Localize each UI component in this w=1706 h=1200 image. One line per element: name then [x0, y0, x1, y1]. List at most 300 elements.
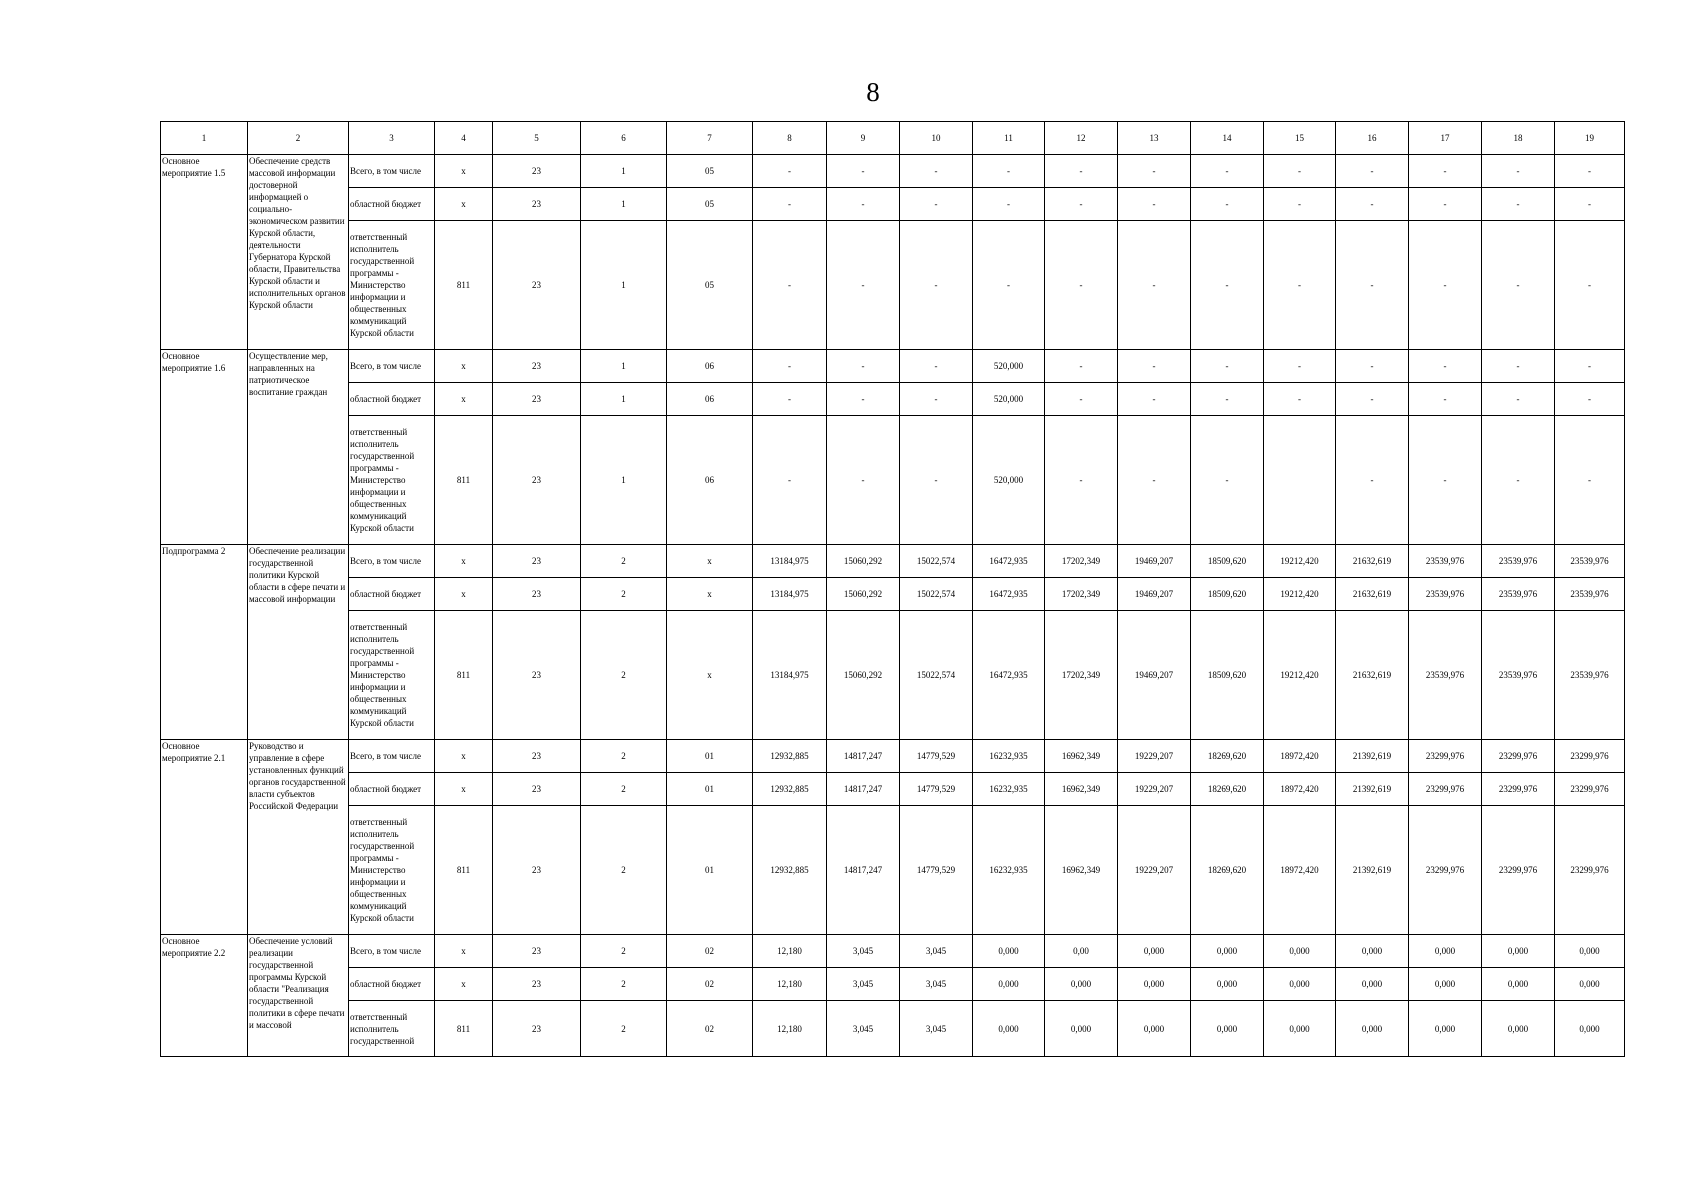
value-cell: 0,000	[1336, 935, 1409, 968]
column-number: 11	[973, 122, 1045, 155]
column-number: 10	[900, 122, 973, 155]
value-cell: 0,000	[1264, 935, 1336, 968]
funding-source: Всего, в том числе	[349, 350, 435, 383]
column-number: 16	[1336, 122, 1409, 155]
value-cell: 13184,975	[753, 578, 827, 611]
value-cell: 0,000	[1482, 1001, 1555, 1057]
column-number: 8	[753, 122, 827, 155]
value-cell: 13184,975	[753, 611, 827, 740]
value-cell: 0,000	[973, 1001, 1045, 1057]
table-row	[161, 806, 1625, 935]
column-number-row	[161, 122, 1625, 155]
value-cell: -	[1409, 221, 1482, 350]
value-cell: 21392,619	[1336, 740, 1409, 773]
value-cell: 18509,620	[1191, 611, 1264, 740]
value-cell: 1	[581, 416, 667, 545]
value-cell: 01	[667, 806, 753, 935]
value-cell: -	[1336, 416, 1409, 545]
value-cell: 06	[667, 383, 753, 416]
value-cell: 0,000	[1264, 1001, 1336, 1057]
value-cell: 19229,207	[1118, 740, 1191, 773]
value-cell: 0,000	[1045, 1001, 1118, 1057]
value-cell: -	[1045, 350, 1118, 383]
value-cell: -	[753, 188, 827, 221]
value-cell: 18509,620	[1191, 578, 1264, 611]
value-cell: 21392,619	[1336, 806, 1409, 935]
value-cell: 811	[435, 611, 493, 740]
value-cell: 23539,976	[1482, 578, 1555, 611]
value-cell: 0,000	[1555, 968, 1625, 1001]
value-cell: 16472,935	[973, 611, 1045, 740]
value-cell: -	[1482, 350, 1555, 383]
column-number: 6	[581, 122, 667, 155]
value-cell: 2	[581, 1001, 667, 1057]
value-cell: -	[900, 188, 973, 221]
value-cell: -	[1118, 350, 1191, 383]
value-cell: 23	[493, 773, 581, 806]
value-cell: -	[1191, 155, 1264, 188]
funding-source: ответственный исполнитель государственной	[349, 1001, 435, 1057]
activity-description: Обеспечение реализации государственной политики Курской области в сфере печати и массовой информации	[248, 545, 349, 740]
value-cell: 18972,420	[1264, 740, 1336, 773]
table-row	[161, 188, 1625, 221]
activity-name: Основное мероприятие 1.5	[161, 155, 248, 350]
value-cell: x	[435, 545, 493, 578]
value-cell: 23299,976	[1409, 773, 1482, 806]
value-cell: 23299,976	[1482, 773, 1555, 806]
table-body	[161, 155, 1625, 1057]
value-cell: 0,000	[1409, 1001, 1482, 1057]
value-cell: -	[1409, 416, 1482, 545]
value-cell: -	[1264, 350, 1336, 383]
value-cell: 17202,349	[1045, 578, 1118, 611]
table-row	[161, 935, 1625, 968]
value-cell: 520,000	[973, 350, 1045, 383]
value-cell: 16962,349	[1045, 740, 1118, 773]
value-cell: -	[1336, 155, 1409, 188]
table-row	[161, 383, 1625, 416]
value-cell: 12932,885	[753, 740, 827, 773]
funding-source: ответственный исполнитель государственной программы - Министерство информации и общественных коммуникаций Курской области	[349, 806, 435, 935]
value-cell: 15022,574	[900, 578, 973, 611]
value-cell: 23	[493, 383, 581, 416]
value-cell: -	[1191, 221, 1264, 350]
value-cell: -	[1482, 416, 1555, 545]
value-cell: 0,000	[1191, 935, 1264, 968]
column-number: 3	[349, 122, 435, 155]
value-cell: 12,180	[753, 1001, 827, 1057]
value-cell: 12932,885	[753, 806, 827, 935]
table-row	[161, 968, 1625, 1001]
funding-source: областной бюджет	[349, 578, 435, 611]
table-row	[161, 611, 1625, 740]
value-cell: 23	[493, 1001, 581, 1057]
value-cell: 18509,620	[1191, 545, 1264, 578]
value-cell: 23	[493, 188, 581, 221]
value-cell: 18972,420	[1264, 806, 1336, 935]
value-cell: 0,000	[1482, 935, 1555, 968]
value-cell: 16962,349	[1045, 806, 1118, 935]
value-cell: -	[1264, 188, 1336, 221]
activity-description: Обеспечение условий реализации государственной программы Курской области "Реализация государственной политики в сфере печати и массовой	[248, 935, 349, 1057]
value-cell: 05	[667, 188, 753, 221]
column-number: 12	[1045, 122, 1118, 155]
table-row	[161, 1001, 1625, 1057]
value-cell: 16232,935	[973, 806, 1045, 935]
value-cell: 21632,619	[1336, 545, 1409, 578]
value-cell: -	[753, 155, 827, 188]
value-cell: -	[1264, 221, 1336, 350]
value-cell: 811	[435, 221, 493, 350]
value-cell: -	[1555, 221, 1625, 350]
value-cell: 0,00	[1045, 935, 1118, 968]
value-cell: 2	[581, 806, 667, 935]
value-cell: 21392,619	[1336, 773, 1409, 806]
value-cell: -	[900, 221, 973, 350]
funding-source: ответственный исполнитель государственной программы - Министерство информации и общественных коммуникаций Курской области	[349, 416, 435, 545]
table-row	[161, 155, 1625, 188]
activity-description: Осуществление мер, направленных на патриотическое воспитание граждан	[248, 350, 349, 545]
value-cell: 23539,976	[1409, 545, 1482, 578]
value-cell: -	[1336, 188, 1409, 221]
value-cell: -	[827, 383, 900, 416]
value-cell: -	[1409, 383, 1482, 416]
column-number: 7	[667, 122, 753, 155]
activity-description: Обеспечение средств массовой информации достоверной информацией о социально-экономическом развитии Курской области, деятельности Губернатора Курской области, Правительства Курской области и исполнительных органов Курской области	[248, 155, 349, 350]
value-cell: x	[667, 545, 753, 578]
value-cell: 05	[667, 155, 753, 188]
value-cell: -	[1555, 350, 1625, 383]
value-cell: -	[1191, 188, 1264, 221]
value-cell: 14779,529	[900, 773, 973, 806]
value-cell: 14817,247	[827, 806, 900, 935]
table-row	[161, 221, 1625, 350]
value-cell: -	[1482, 221, 1555, 350]
table-row	[161, 350, 1625, 383]
value-cell: 14779,529	[900, 806, 973, 935]
value-cell: 23299,976	[1482, 740, 1555, 773]
column-number: 15	[1264, 122, 1336, 155]
value-cell: 13184,975	[753, 545, 827, 578]
value-cell: -	[1482, 188, 1555, 221]
value-cell: -	[1045, 155, 1118, 188]
value-cell: 3,045	[827, 1001, 900, 1057]
value-cell: 811	[435, 806, 493, 935]
value-cell: 16962,349	[1045, 773, 1118, 806]
value-cell: 05	[667, 221, 753, 350]
value-cell: 16232,935	[973, 740, 1045, 773]
value-cell: x	[435, 773, 493, 806]
value-cell: 23	[493, 740, 581, 773]
column-number: 1	[161, 122, 248, 155]
value-cell: -	[753, 350, 827, 383]
value-cell: -	[827, 155, 900, 188]
value-cell: 2	[581, 578, 667, 611]
value-cell: 0,000	[973, 968, 1045, 1001]
value-cell: 23	[493, 350, 581, 383]
value-cell: 23299,976	[1555, 773, 1625, 806]
value-cell: 23	[493, 221, 581, 350]
value-cell: -	[1191, 416, 1264, 545]
column-number: 14	[1191, 122, 1264, 155]
value-cell: 23539,976	[1409, 611, 1482, 740]
value-cell: 23539,976	[1482, 611, 1555, 740]
value-cell: -	[1482, 383, 1555, 416]
funding-source: областной бюджет	[349, 968, 435, 1001]
value-cell: -	[900, 155, 973, 188]
value-cell: x	[435, 935, 493, 968]
value-cell: 0,000	[1191, 968, 1264, 1001]
value-cell: 0,000	[1336, 968, 1409, 1001]
value-cell: -	[1191, 383, 1264, 416]
value-cell: -	[1555, 155, 1625, 188]
value-cell: 1	[581, 155, 667, 188]
value-cell: 12,180	[753, 968, 827, 1001]
table-row	[161, 416, 1625, 545]
funding-source: областной бюджет	[349, 188, 435, 221]
value-cell: 23299,976	[1409, 806, 1482, 935]
value-cell: -	[827, 188, 900, 221]
value-cell: -	[973, 221, 1045, 350]
value-cell: 0,000	[1118, 935, 1191, 968]
value-cell: 15060,292	[827, 545, 900, 578]
value-cell: 15060,292	[827, 578, 900, 611]
value-cell: 23539,976	[1482, 545, 1555, 578]
value-cell: 811	[435, 1001, 493, 1057]
value-cell: -	[1555, 188, 1625, 221]
column-number: 13	[1118, 122, 1191, 155]
value-cell: 0,000	[1191, 1001, 1264, 1057]
value-cell: 23	[493, 968, 581, 1001]
value-cell: 15022,574	[900, 545, 973, 578]
value-cell: 2	[581, 968, 667, 1001]
value-cell: 23299,976	[1555, 740, 1625, 773]
value-cell: -	[900, 383, 973, 416]
column-number: 18	[1482, 122, 1555, 155]
value-cell: 1	[581, 383, 667, 416]
value-cell: 02	[667, 1001, 753, 1057]
value-cell: -	[1409, 188, 1482, 221]
budget-table	[160, 121, 1625, 1057]
value-cell: 1	[581, 188, 667, 221]
value-cell: 2	[581, 545, 667, 578]
value-cell: 18269,620	[1191, 806, 1264, 935]
value-cell: 2	[581, 935, 667, 968]
value-cell: 2	[581, 740, 667, 773]
value-cell: -	[1118, 221, 1191, 350]
value-cell: -	[1336, 383, 1409, 416]
value-cell: -	[1045, 188, 1118, 221]
value-cell: 17202,349	[1045, 545, 1118, 578]
value-cell: -	[1118, 155, 1191, 188]
funding-source: Всего, в том числе	[349, 155, 435, 188]
value-cell: -	[1409, 350, 1482, 383]
value-cell: x	[435, 350, 493, 383]
value-cell: 15060,292	[827, 611, 900, 740]
value-cell: 23	[493, 545, 581, 578]
value-cell: 14817,247	[827, 773, 900, 806]
value-cell: -	[973, 188, 1045, 221]
value-cell: -	[1045, 416, 1118, 545]
value-cell: 1	[581, 350, 667, 383]
value-cell: 0,000	[1555, 935, 1625, 968]
value-cell: 520,000	[973, 383, 1045, 416]
value-cell: 16472,935	[973, 545, 1045, 578]
value-cell: 0,000	[1555, 1001, 1625, 1057]
value-cell: 23	[493, 806, 581, 935]
value-cell: 0,000	[1409, 968, 1482, 1001]
value-cell: 01	[667, 740, 753, 773]
value-cell: 0,000	[973, 935, 1045, 968]
column-number: 9	[827, 122, 900, 155]
value-cell: 17202,349	[1045, 611, 1118, 740]
value-cell: x	[435, 740, 493, 773]
value-cell: 16472,935	[973, 578, 1045, 611]
value-cell: -	[827, 416, 900, 545]
value-cell: -	[1555, 383, 1625, 416]
value-cell: 19229,207	[1118, 806, 1191, 935]
value-cell: 01	[667, 773, 753, 806]
value-cell: 18269,620	[1191, 740, 1264, 773]
activity-name: Основное мероприятие 2.1	[161, 740, 248, 935]
value-cell: x	[435, 155, 493, 188]
value-cell: 02	[667, 968, 753, 1001]
value-cell: 0,000	[1264, 968, 1336, 1001]
value-cell: 0,000	[1409, 935, 1482, 968]
value-cell: 2	[581, 611, 667, 740]
value-cell: 16232,935	[973, 773, 1045, 806]
column-number: 2	[248, 122, 349, 155]
value-cell: -	[1336, 350, 1409, 383]
value-cell: 12932,885	[753, 773, 827, 806]
value-cell: -	[1555, 416, 1625, 545]
funding-source: областной бюджет	[349, 773, 435, 806]
value-cell: 02	[667, 935, 753, 968]
value-cell: 21632,619	[1336, 611, 1409, 740]
value-cell: 23	[493, 578, 581, 611]
value-cell: x	[435, 968, 493, 1001]
value-cell: 23	[493, 611, 581, 740]
value-cell: 23	[493, 416, 581, 545]
value-cell: 19212,420	[1264, 545, 1336, 578]
value-cell: 06	[667, 350, 753, 383]
value-cell: 19469,207	[1118, 545, 1191, 578]
value-cell: 1	[581, 221, 667, 350]
column-number: 17	[1409, 122, 1482, 155]
page-number: 8	[866, 77, 880, 107]
value-cell: 21632,619	[1336, 578, 1409, 611]
value-cell: 12,180	[753, 935, 827, 968]
value-cell: -	[1045, 221, 1118, 350]
value-cell: -	[1336, 221, 1409, 350]
value-cell: 14779,529	[900, 740, 973, 773]
value-cell: 3,045	[827, 935, 900, 968]
column-number: 5	[493, 122, 581, 155]
value-cell: -	[1264, 155, 1336, 188]
funding-source: ответственный исполнитель государственной программы - Министерство информации и общественных коммуникаций Курской области	[349, 611, 435, 740]
value-cell: 23539,976	[1555, 611, 1625, 740]
table-row	[161, 740, 1625, 773]
value-cell: 520,000	[973, 416, 1045, 545]
table-row	[161, 545, 1625, 578]
value-cell: 23539,976	[1555, 545, 1625, 578]
value-cell: 15022,574	[900, 611, 973, 740]
value-cell: 0,000	[1118, 968, 1191, 1001]
value-cell: 19212,420	[1264, 578, 1336, 611]
value-cell: 18269,620	[1191, 773, 1264, 806]
value-cell: -	[1118, 383, 1191, 416]
value-cell: 3,045	[900, 968, 973, 1001]
value-cell: 3,045	[827, 968, 900, 1001]
value-cell: -	[1118, 188, 1191, 221]
value-cell: 23	[493, 935, 581, 968]
value-cell: 0,000	[1482, 968, 1555, 1001]
value-cell: 18972,420	[1264, 773, 1336, 806]
value-cell: -	[827, 221, 900, 350]
value-cell: 23539,976	[1555, 578, 1625, 611]
column-number: 19	[1555, 122, 1625, 155]
activity-description: Руководство и управление в сфере установленных функций органов государственной власти субъектов Российской Федерации	[248, 740, 349, 935]
value-cell: -	[1118, 416, 1191, 545]
value-cell: -	[753, 383, 827, 416]
value-cell: x	[667, 578, 753, 611]
value-cell: 811	[435, 416, 493, 545]
value-cell: x	[435, 383, 493, 416]
value-cell: 23299,976	[1482, 806, 1555, 935]
value-cell: 3,045	[900, 1001, 973, 1057]
value-cell: 0,000	[1045, 968, 1118, 1001]
funding-source: областной бюджет	[349, 383, 435, 416]
funding-source: Всего, в том числе	[349, 740, 435, 773]
activity-name: Основное мероприятие 1.6	[161, 350, 248, 545]
activity-name: Основное мероприятие 2.2	[161, 935, 248, 1057]
value-cell: -	[1264, 383, 1336, 416]
value-cell: -	[900, 416, 973, 545]
value-cell: x	[667, 611, 753, 740]
value-cell: x	[435, 188, 493, 221]
value-cell: 3,045	[900, 935, 973, 968]
funding-source: ответственный исполнитель государственной программы - Министерство информации и общественных коммуникаций Курской области	[349, 221, 435, 350]
table-row	[161, 578, 1625, 611]
value-cell: 23299,976	[1409, 740, 1482, 773]
value-cell: -	[1191, 350, 1264, 383]
funding-source: Всего, в том числе	[349, 545, 435, 578]
value-cell: x	[435, 578, 493, 611]
value-cell: 0,000	[1336, 1001, 1409, 1057]
value-cell: -	[1482, 155, 1555, 188]
value-cell: 14817,247	[827, 740, 900, 773]
value-cell: 19469,207	[1118, 611, 1191, 740]
value-cell: 23539,976	[1409, 578, 1482, 611]
value-cell: -	[753, 416, 827, 545]
value-cell: -	[973, 155, 1045, 188]
value-cell: 23	[493, 155, 581, 188]
value-cell: 19212,420	[1264, 611, 1336, 740]
value-cell: -	[900, 350, 973, 383]
value-cell: 0,000	[1118, 1001, 1191, 1057]
value-cell: 19229,207	[1118, 773, 1191, 806]
table-row	[161, 773, 1625, 806]
activity-name: Подпрограмма 2	[161, 545, 248, 740]
value-cell: 06	[667, 416, 753, 545]
funding-source: Всего, в том числе	[349, 935, 435, 968]
value-cell: -	[827, 350, 900, 383]
value-cell: -	[1045, 383, 1118, 416]
value-cell: -	[753, 221, 827, 350]
value-cell: 19469,207	[1118, 578, 1191, 611]
value-cell: 23299,976	[1555, 806, 1625, 935]
value-cell: -	[1409, 155, 1482, 188]
